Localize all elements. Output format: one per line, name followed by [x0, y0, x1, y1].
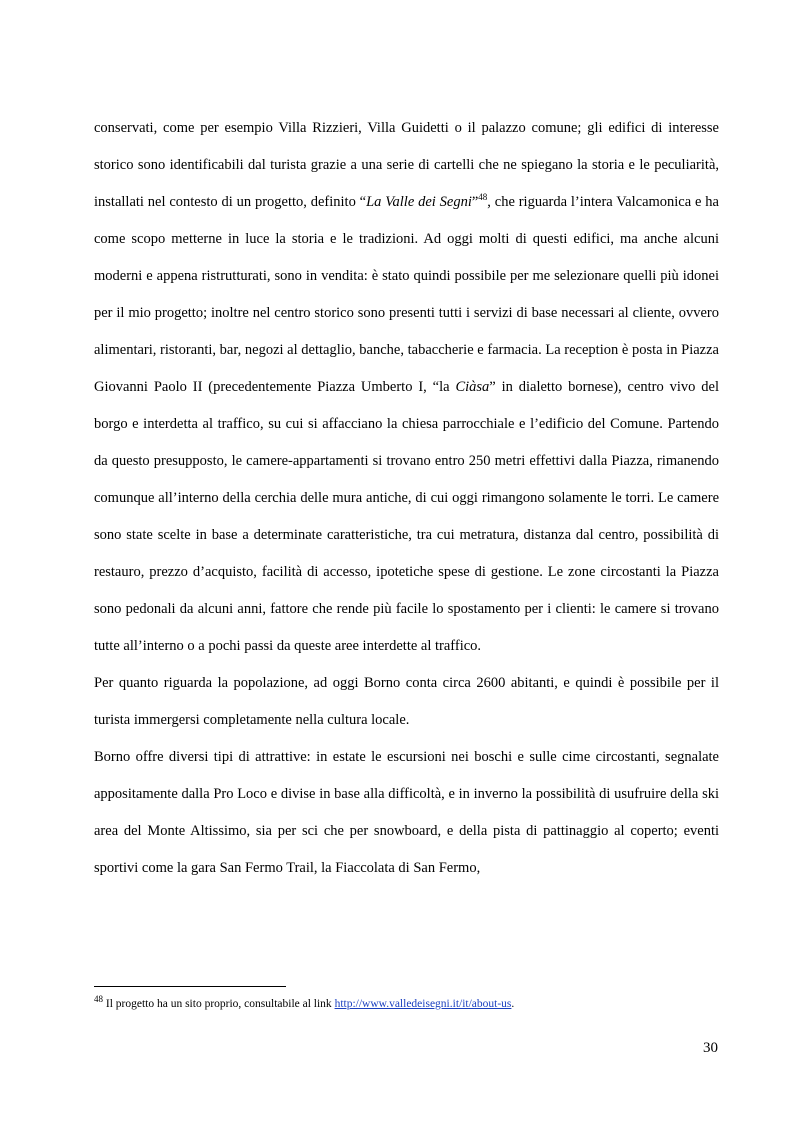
footnote-end: .	[511, 998, 515, 1010]
paragraph-1-text-c: ” in dialetto bornese), centro vivo del borgo e interdetta al traffico, su cui si affacciano la chiesa parrocchiale e l’edificio del Comune. Partendo da questo presupposto, le camere-appartamenti si trovano entro 250 metri effettivi dalla Piazza, rimanendo comunque all’interno della cerchia delle mura antiche, di cui oggi rimangono solamente le torri. Le camere sono state scelte in base a determinate caratteristiche, tra cui metratura, distanza dal centro, possibilità di restauro, prezzo d’acquisto, facilità di accesso, ipotetiche spese di gestione. Le zone circostanti la Piazza sono pedonali da alcuni anni, fattore che rende più facile lo spostamento per i clienti: le camere si trovano tutte all’interno o a pochi passi da queste aree interdette al traffico.	[94, 379, 719, 654]
page-number: 30	[703, 1040, 718, 1056]
page-body	[94, 110, 719, 887]
footnote-number: 48	[94, 994, 103, 1005]
paragraph-1	[94, 110, 719, 665]
footnote-reference[interactable]: 48	[478, 192, 488, 203]
paragraph-1-text-b: , che riguarda l’intera Valcamonica e ha come scopo metterne in luce la storia e le tradizioni. Ad oggi molti di questi edifici, ma anche alcuni moderni e appena ristrutturati, sono in vendita: è stato quindi possibile per me selezionare quelli più idonei per il mio progetto; inoltre nel centro storico sono presenti tutti i servizi di base necessari al cliente, ovvero alimentari, ristoranti, bar, negozi al dettaglio, banche, tabaccherie e farmacia. La reception è posta in Piazza Giovanni Paolo II (precedentemente Piazza Umberto I, “la	[94, 194, 719, 395]
paragraph-1-text-a: conservati, come per esempio Villa Rizzieri, Villa Guidetti o il palazzo comune; gli edifici di interesse storico sono identificabili dal turista grazie a una serie di cartelli che ne spiegano la storia e le peculiarità, installati nel contesto di un progetto, definito “	[94, 120, 719, 210]
footnote-text: Il progetto ha un sito proprio, consultabile al link	[103, 998, 335, 1010]
paragraph-2: Per quanto riguarda la popolazione, ad oggi Borno conta circa 2600 abitanti, e quindi è possibile per il turista immergersi completamente nella cultura locale.	[94, 675, 719, 728]
main-text	[94, 110, 719, 887]
footnote-separator	[94, 986, 286, 987]
footnote-link[interactable]: http://www.valledeisegni.it/it/about-us	[334, 998, 512, 1010]
project-name-italic: La Valle dei Segni	[366, 194, 472, 210]
paragraph-3: Borno offre diversi tipi di attrattive: in estate le escursioni nei boschi e sulle cime circostanti, segnalate appositamente dalla Pro Loco e divise in base alla difficoltà, e in inverno la possibilità di usufruire della ski area del Monte Altissimo, sia per sci che per snowboard, e della pista di pattinaggio al coperto; eventi sportivi come la gara San Fermo Trail, la Fiaccolata di San Fermo,	[94, 749, 719, 876]
dialect-word-italic: Ciàsa	[455, 379, 490, 395]
closing-quote: ”	[471, 194, 479, 210]
footnote	[94, 996, 719, 1012]
